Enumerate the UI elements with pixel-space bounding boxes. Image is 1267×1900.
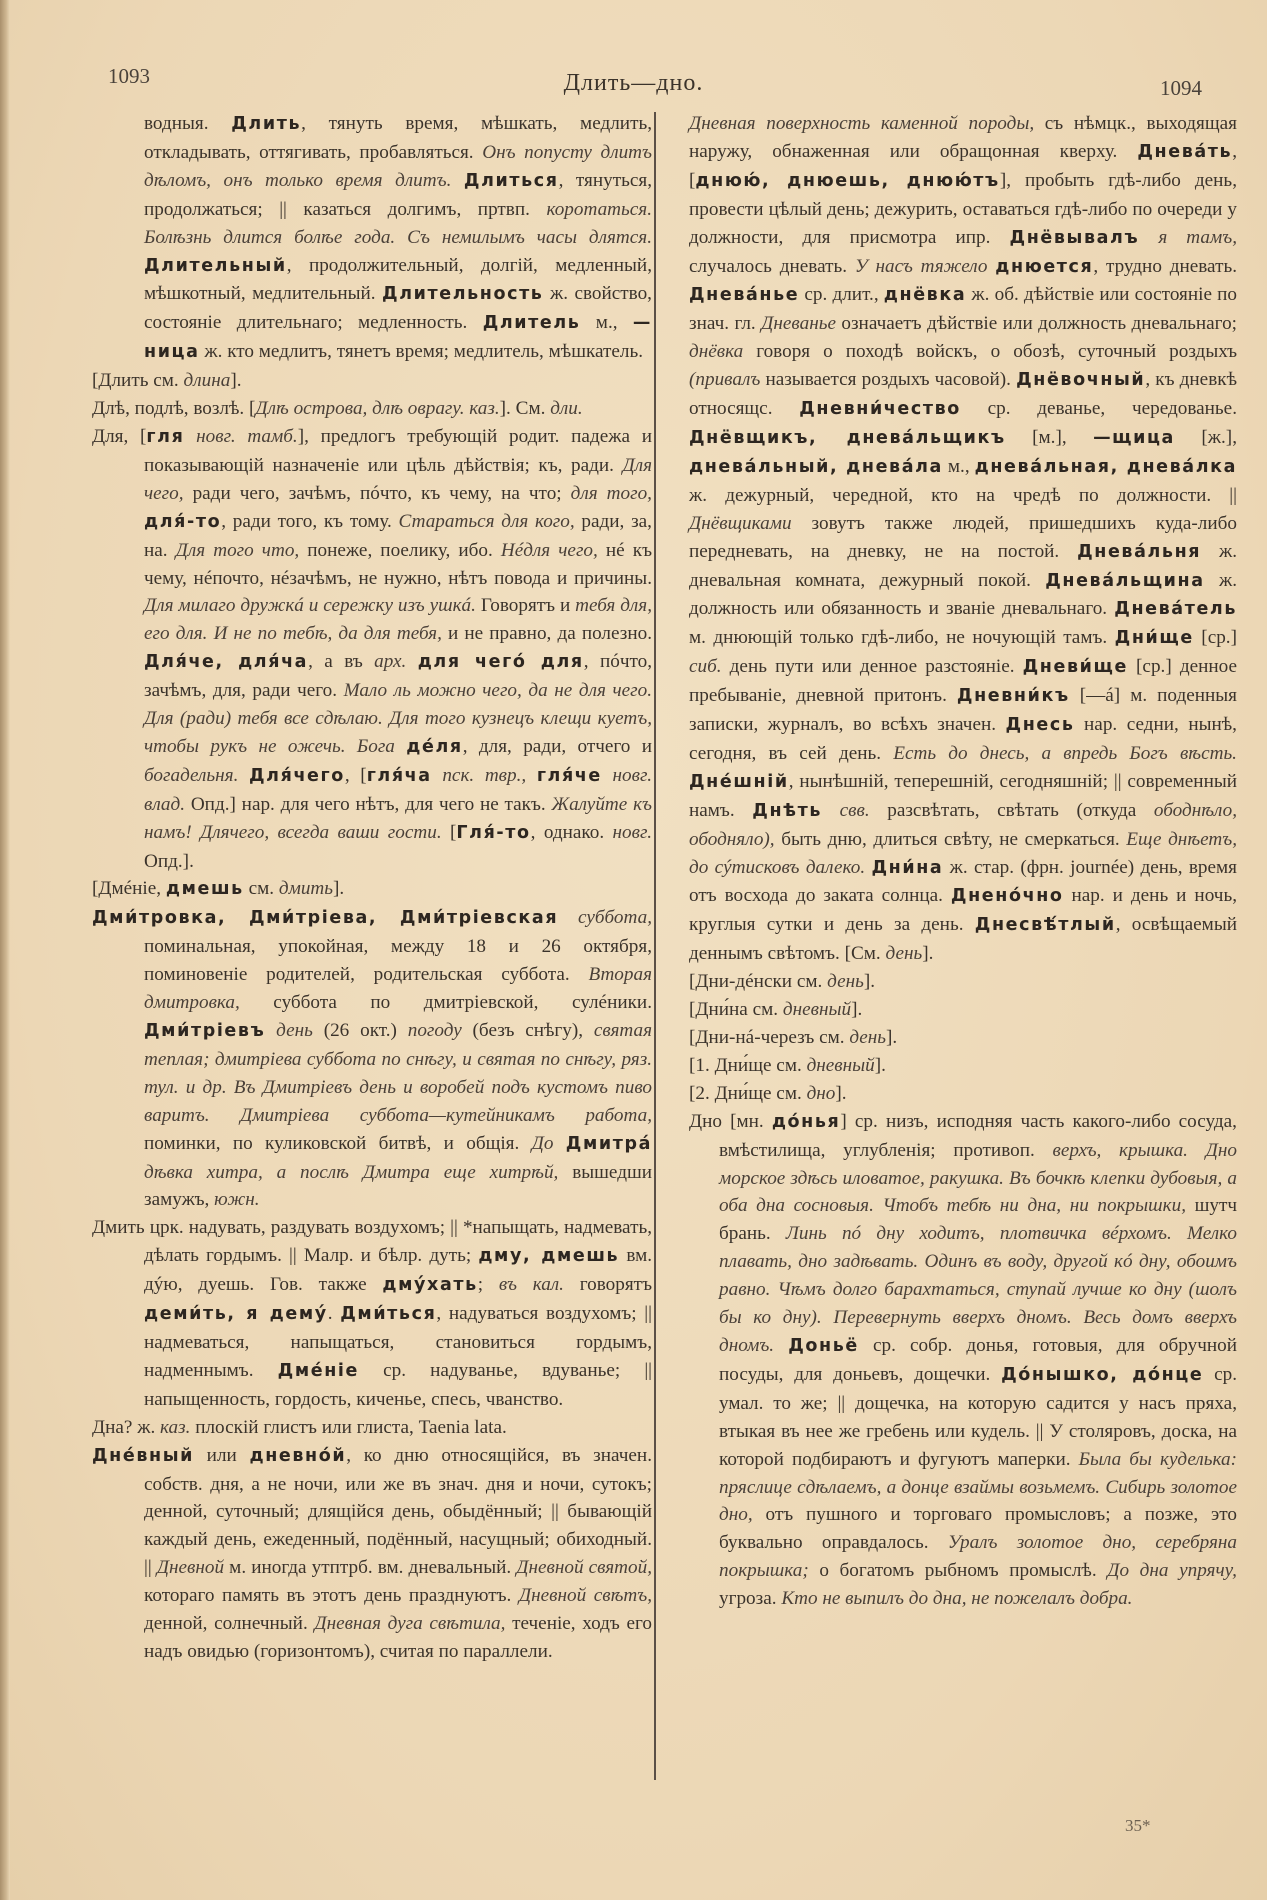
- example-text: длина: [183, 370, 231, 392]
- headword: Днѣть: [752, 800, 823, 821]
- definition-text: , для, ради, отчего и: [462, 735, 653, 757]
- definition-text: отъ пушного и торговаго промысловъ; а позже, это буквально оправдалось.: [719, 1504, 1237, 1554]
- example-text: южн.: [214, 1189, 260, 1211]
- example-text: Есть до днесь, а впредь Богъ вѣсть.: [893, 742, 1237, 764]
- definition-text: Опд.].: [144, 850, 194, 872]
- definition-text: [774, 1335, 788, 1356]
- definition-text: м.,: [942, 455, 975, 477]
- definition-text: ради, за, на.: [144, 510, 652, 561]
- definition-text: Дмить: [92, 1217, 145, 1239]
- example-text: Была бы куделька: пряслице сдѣлаемъ, а донце взаймы возьмемъ. Сибирь золотое дно,: [719, 1448, 1237, 1526]
- headword: дневнóй: [249, 1445, 347, 1466]
- headword: Днёвочный: [1016, 370, 1146, 391]
- example-text: дневный: [782, 999, 852, 1021]
- headword: Днева́тель: [1114, 599, 1237, 620]
- definition-text: [238, 765, 249, 786]
- definition-text: [: [441, 821, 457, 843]
- example-text: Дневной святой,: [516, 1557, 653, 1579]
- headword: Для́че, для́ча: [144, 652, 309, 673]
- dictionary-entry: [92, 904, 652, 1214]
- example-text: тебя для, его для. И не по тебѣ, да для тебя,: [144, 595, 653, 645]
- definition-text: Дно: [689, 1110, 722, 1132]
- example-text: У насъ тяжело: [854, 255, 988, 277]
- definition-text: ради чего, зачѣмъ, пóчто, къ чему, на что;: [183, 482, 571, 504]
- example-text: свв.: [839, 799, 870, 821]
- example-text: дли.: [550, 398, 583, 420]
- definition-text: ], пробыть гдѣ-либо день, провести цѣлый день; дежурить, оставаться гдѣ-либо по очереди у должности, для присмотра ипр.: [689, 169, 1237, 248]
- example-text: ободнѣло, ободняло),: [689, 799, 1237, 850]
- headword: Дóнышко, дóнце: [1001, 1364, 1204, 1385]
- dictionary-entry: [689, 968, 1237, 996]
- dictionary-entry: [92, 110, 652, 367]
- definition-text: , нынѣшній, теперешній, сегодняшній; || современный намъ.: [689, 770, 1237, 821]
- headword: Дневи́ще: [1022, 657, 1128, 678]
- definition-text: .: [327, 1303, 341, 1325]
- example-text: пск. твр.,: [442, 764, 527, 786]
- headword: Днёвывалъ: [1009, 227, 1140, 248]
- definition-text: , трудно дневать.: [1093, 255, 1238, 277]
- example-text: сиб.: [689, 656, 722, 678]
- example-text: До дна упрячу,: [1107, 1560, 1237, 1582]
- headword: Для́чего: [249, 765, 345, 786]
- example-text: Жалуйте къ намъ! Длячего, всегда ваши гости.: [144, 793, 653, 843]
- example-text: день: [276, 1020, 313, 1041]
- headword: гля́че: [536, 765, 602, 786]
- headword: Дни́на: [871, 857, 944, 878]
- example-text: дно: [806, 1082, 836, 1104]
- definition-text: ], предлогъ требующій родит. падежа и показывающій назначеніе или цѣль дѣйствія; къ, ради.: [144, 425, 652, 476]
- dictionary-entry: [92, 1442, 652, 1666]
- definition-text: съ нѣмцк., выходящая наружу, обнаженная или обращонная кверху.: [689, 113, 1238, 162]
- column-divider: [654, 112, 656, 1780]
- definition-text: [Дни́на: [689, 999, 748, 1021]
- headword: дмешь: [165, 879, 244, 900]
- definition-text: , ради того, къ тому.: [221, 510, 399, 532]
- definition-text: црк. надувать, раздувать воздухомъ; || *напыщать, надмевать, дѣлать гордымъ. || Малр. и бѣлр. дуть;: [144, 1217, 652, 1267]
- example-text: Для чего,: [144, 454, 652, 504]
- example-text: въ кал.: [498, 1274, 564, 1296]
- example-text: день: [885, 943, 923, 965]
- headword: Дневни́къ: [956, 686, 1070, 707]
- definition-text: нé къ чему, нéпочто, нéзачѣмъ, не нужно, нѣтъ повода и причины.: [144, 539, 652, 589]
- example-text: погоду: [407, 1020, 462, 1041]
- example-text: Мало ль можно чего, да не для чего. Для (ради) тебя все сдѣлаю. Для того кузнецъ клещи куетъ, чтобы рукъ не ожечь. Бога: [144, 680, 653, 757]
- definition-text: [—á] м. поденныя записки, журналъ, во всѣхъ значен.: [689, 685, 1237, 736]
- dictionary-entry: [92, 423, 652, 876]
- definition-text: ж. свойство, состояніе длительнаго; медленность.: [144, 283, 652, 334]
- headword: Днесвѣ́тлый: [974, 915, 1116, 936]
- definition-text: [822, 800, 840, 821]
- headword: Длить: [231, 114, 302, 134]
- definition-text: ].: [333, 878, 345, 900]
- definition-text: см.: [747, 999, 783, 1021]
- definition-text: , а въ: [308, 651, 375, 673]
- dictionary-entry: [689, 1052, 1237, 1080]
- running-head: [0, 62, 1267, 102]
- definition-text: суббота по дмитріевской, сулéники.: [239, 992, 652, 1014]
- definition-text: день пути или денное разстояніе.: [721, 656, 1023, 678]
- dictionary-entry: [689, 1108, 1237, 1613]
- headword: Дми́тровка, Дми́тріева, Дми́тріевская: [92, 908, 559, 929]
- headword: днюю́, днюешь, днюю́тъ: [695, 170, 1000, 191]
- headword: Длительность: [382, 284, 544, 305]
- example-text: Дневная дуга свѣтила,: [314, 1613, 506, 1635]
- definition-text: , пóчто, зачѣмъ, для, ради чего.: [144, 651, 652, 702]
- definition-text: [1. Дни́ще: [689, 1054, 772, 1076]
- headword: Дми́тріевъ: [144, 1021, 266, 1041]
- example-text: Для милаго дружкá и сережку изъ ушкá.: [144, 595, 476, 617]
- definition-text: Опд.] нар. для чего нѣтъ, для чего не такъ.: [185, 793, 552, 815]
- example-text: дневный: [806, 1054, 875, 1076]
- definition-text: м. днюющій только гдѣ-либо, не ночующій тамъ.: [689, 627, 1115, 649]
- example-text: Дневная поверхность каменной породы,: [689, 113, 1035, 134]
- definition-text: шутч брань.: [719, 1195, 1237, 1245]
- headword: дéля: [406, 736, 463, 757]
- signature-mark: 35*: [1125, 1816, 1151, 1835]
- headword: Длиться: [463, 170, 559, 191]
- headword: дмýхать: [382, 1275, 478, 1296]
- example-text: Днёвщиками: [689, 512, 792, 534]
- definition-text: ж. стар. (фрн. journée) день, время отъ восхода до заката солнца.: [689, 856, 1237, 907]
- headword: Днева́льщина: [1045, 570, 1205, 591]
- definition-text: Длѣ, подлѣ, возлѣ. [: [92, 398, 256, 420]
- definition-text: называется роздыхъ часовой).: [760, 369, 1017, 391]
- definition-text: ср. собр. донья, готовыя, для обручной посуды, для доньевъ, дощечки.: [719, 1334, 1238, 1385]
- definition-text: (безъ снѣгу),: [461, 1020, 594, 1041]
- page-binding-edge: [0, 0, 10, 1900]
- definition-text: м. иногда утптрб. вм. дневальный.: [224, 1557, 517, 1579]
- definition-text: см.: [771, 1054, 807, 1076]
- example-text: каз.: [160, 1416, 191, 1438]
- definition-text: Для, [: [92, 425, 147, 447]
- definition-text: , тянуть время, мѣшкать, медлить, откладывать, оттягивать, пробавляться.: [144, 113, 652, 163]
- headword: Днева́ть: [1137, 141, 1233, 162]
- example-text: Дневной свѣтъ,: [518, 1585, 652, 1607]
- headword: Днéшній: [689, 771, 789, 792]
- dictionary-entry: [92, 875, 652, 904]
- definition-text: , [: [689, 140, 1237, 191]
- example-text: для того,: [570, 482, 652, 504]
- definition-text: ].: [863, 971, 876, 993]
- example-text: Длѣ острова, длѣ оврагу. каз.: [255, 398, 500, 420]
- definition-text: вм. дýю, дуешь. Гов. также: [144, 1245, 653, 1296]
- definition-text: ж. дежурный, чередной, кто на чредѣ по должности. ||: [689, 484, 1237, 506]
- definition-text: ж. об. дѣйствіе или состояніе по знач. гл.: [689, 284, 1237, 335]
- definition-text: поминальная, упокойная, между 18 и 26 октября, поминовеніе родителей, родительская суббота.: [144, 936, 652, 986]
- example-text: дѣвка хитра, а послѣ Дмитра еще хитрѣй,: [144, 1161, 559, 1183]
- definition-text: денной, солнечный.: [144, 1613, 315, 1635]
- definition-text: [395, 736, 406, 757]
- definition-text: означаетъ дѣйствіе или должность дневальнаго;: [835, 313, 1237, 335]
- definition-text: [м.],: [1005, 426, 1094, 448]
- definition-text: [Длить: [92, 370, 149, 392]
- page-number-left: 1093: [108, 64, 150, 88]
- headword: для́-то: [144, 511, 222, 532]
- definition-text: [Дни-нá-черезъ: [689, 1027, 815, 1048]
- definition-text: , продолжительный, долгій, медленный, мѣшкотный, медлительный.: [144, 254, 652, 305]
- definition-text: или: [194, 1444, 250, 1466]
- definition-text: [526, 765, 537, 786]
- definition-text: ср. надуванье, вдуванье; || напыщенность, гордость, киченье, спесь, чванство.: [144, 1359, 653, 1410]
- definition-text: ж. дневальная комната, дежурный покой.: [689, 540, 1237, 591]
- example-text: До: [531, 1132, 554, 1154]
- definition-text: [432, 765, 443, 786]
- definition-text: нар. и день и ночь, круглыя сутки и день за день.: [689, 885, 1237, 936]
- definition-text: [1139, 227, 1158, 248]
- headword: гля́ча: [366, 765, 432, 786]
- example-text: новг. тамб.: [196, 425, 298, 447]
- example-text: Еще днѣетъ, до сýтисковъ далеко.: [689, 828, 1237, 878]
- dictionary-entry: [689, 1024, 1237, 1052]
- example-text: Уралъ золотое дно, серебряна покрышка;: [719, 1532, 1237, 1582]
- definition-text: , освѣщаемый деннымъ свѣтомъ. [См.: [689, 914, 1237, 965]
- definition-text: , ко дню относящійся, въ значен. собств. дня, а не ночи, или же въ знач. дня и ночи, сутокъ; денной, суточный; длящійся день, обыдённый; || бывающій каждый день, ежеденный, подённый, насущный; обиходный. ||: [144, 1444, 652, 1579]
- definition-text: понеже, поелику, ибо.: [299, 539, 501, 561]
- dictionary-entry: [92, 1214, 652, 1413]
- headword: Дневни́чество: [799, 399, 961, 420]
- example-text: днёвка: [689, 341, 744, 363]
- example-text: (привалъ: [689, 369, 761, 391]
- definition-text: и не правно, да полезно.: [441, 623, 652, 645]
- example-text: новг.: [612, 821, 653, 843]
- definition-text: ] ср. низъ, исподняя часть какого-либо сосуда, вмѣстилища, углубленія; противоп.: [719, 1110, 1237, 1161]
- dictionary-entry: [689, 110, 1237, 968]
- definition-text: , тянуться, продолжаться; || казаться долгимъ, пртвп.: [144, 169, 652, 220]
- definition-text: [Дни-дéнски: [689, 971, 793, 993]
- headword: Доньё: [788, 1335, 859, 1356]
- definition-text: см.: [148, 370, 184, 392]
- example-text: суббота,: [577, 907, 652, 929]
- definition-text: Дна?: [92, 1416, 133, 1438]
- example-text: я тамъ,: [1158, 226, 1237, 248]
- definition-text: ].: [230, 370, 242, 392]
- headword: для чегó для: [417, 652, 584, 673]
- example-text: Дневной: [156, 1557, 225, 1579]
- definition-text: водныя.: [144, 113, 232, 134]
- definition-text: ].: [922, 943, 934, 965]
- definition-text: , однако.: [530, 821, 613, 843]
- definition-text: [265, 1020, 276, 1041]
- example-text: арх.: [374, 651, 407, 673]
- definition-text: [602, 765, 613, 786]
- example-text: богадельня.: [144, 764, 239, 786]
- running-head-title: Длить—дно.: [563, 70, 704, 96]
- definition-text: угроза.: [719, 1588, 782, 1610]
- example-text: коротаться. Болѣзнь длится болѣе года. Съ немилымъ часы длятся.: [144, 198, 652, 248]
- definition-text: ср. деванье, чередованье.: [960, 398, 1237, 420]
- definition-text: говорятъ: [563, 1274, 652, 1296]
- headword: днева́льная, днева́лка: [974, 456, 1238, 477]
- example-text: день: [827, 971, 864, 993]
- headword: Днёвщикъ, днева́льщикъ: [689, 427, 1006, 448]
- headword: Днева́нье: [689, 285, 800, 306]
- example-text: Дневанье: [761, 313, 836, 335]
- definition-text: [Дмéніе,: [92, 878, 166, 900]
- definition-text: ].: [886, 1027, 898, 1048]
- headword: дóнья: [771, 1111, 841, 1132]
- headword: деми́ть, я демý: [144, 1304, 328, 1325]
- headword: днюется: [995, 256, 1094, 277]
- right-column: [689, 110, 1237, 1613]
- definition-text: см.: [792, 971, 828, 993]
- definition-text: ж. должность или обязанность и званіе дневальнаго.: [689, 569, 1237, 620]
- definition-text: ].: [835, 1082, 847, 1104]
- definition-text: (26 окт.): [312, 1020, 408, 1041]
- definition-text: ср. умал. то же; || дощечка, на которую садится у насъ пряха, втыкая въ нее же гребень или кудель. || У столяровъ, доска, на которой подбираютъ и фугуютъ маперки.: [719, 1363, 1237, 1470]
- definition-text: поминки, по куликовской битвѣ, и общія.: [144, 1132, 532, 1154]
- headword: —щица: [1093, 427, 1175, 448]
- definition-text: м.,: [580, 312, 633, 334]
- example-text: Онъ попусту длитъ дѣломъ, онъ только время длитъ.: [144, 141, 652, 191]
- definition-text: говоря о походѣ войскъ, о обозѣ, суточный роздыхъ: [743, 341, 1237, 363]
- headword: Дмитрá: [565, 1133, 653, 1154]
- example-text: верхъ, крышка. Дно морское здѣсь иловатое, ракушка. Въ бочкѣ клепки дубовыя, а оба дна сосновыя. Чтобъ тебѣ ни дна, ни покрышки,: [719, 1139, 1237, 1217]
- headword: —ница: [144, 313, 652, 363]
- dictionary-entry: [92, 1414, 652, 1442]
- definition-text: [558, 907, 578, 928]
- example-text: Стараться для кого,: [398, 510, 575, 532]
- left-column: [92, 110, 652, 1666]
- example-text: дмить: [278, 878, 334, 900]
- definition-text: ]. См.: [499, 398, 551, 420]
- headword: днёвка: [883, 285, 967, 306]
- dictionary-entry: [689, 1080, 1237, 1108]
- definition-text: [ср.]: [1193, 627, 1237, 649]
- definition-text: [451, 170, 464, 191]
- headword: Дненóчно: [950, 886, 1064, 907]
- example-text: Нéдля чего,: [500, 539, 598, 561]
- definition-text: плоскій глистъ или глиста, Taenia lata.: [190, 1416, 507, 1438]
- definition-text: см.: [814, 1027, 850, 1048]
- definition-text: теченіе, ходъ его надъ овидью (горизонтомъ), считая по параллели.: [144, 1613, 652, 1662]
- definition-text: о богатомъ рыбномъ промыслѣ.: [808, 1560, 1108, 1582]
- example-text: Вторая дмитровка,: [144, 964, 652, 1014]
- definition-text: [мн.: [721, 1110, 772, 1132]
- example-text: Кто не выпилъ до дна, не пожелалъ добра.: [781, 1588, 1133, 1610]
- dictionary-entry: [92, 395, 652, 423]
- dictionary-entry: [689, 996, 1237, 1024]
- definition-text: ;: [477, 1274, 499, 1296]
- definition-text: ж.: [132, 1416, 161, 1438]
- headword: гля: [146, 426, 185, 447]
- definition-text: ].: [874, 1054, 886, 1076]
- definition-text: случалось дневать.: [689, 255, 855, 277]
- definition-text: , надуваться воздухомъ; || надмеваться, напыщаться, становиться гордымъ, надменнымъ.: [144, 1303, 652, 1381]
- headword: Гля́-то: [456, 822, 531, 843]
- definition-text: [406, 651, 417, 672]
- dictionary-entry: [92, 367, 652, 395]
- example-text: Линь пó дну ходитъ, плотвичка вéрхомъ. Мелко плавать, дно задѣвать. Одинъ въ воду, другой кó дну, обоимъ равно. Чѣмъ долго барахтаться, ступай лучше ко дну (шолъ бы ко дну). Перевернуть вверхъ дномъ. Весь домъ вверхъ дномъ.: [719, 1223, 1237, 1356]
- definition-text: [553, 1133, 565, 1154]
- definition-text: см.: [243, 878, 279, 900]
- example-text: святая теплая; дмитріева суббота по снѣгу, и святая по снѣгу, ряз. тул. и др. Въ Дмитріевъ день и воробей подъ кустомъ пиво варитъ. Дмитріева суббота—кутейникамъ работа,: [144, 1020, 652, 1126]
- definition-text: котораго память въ этотъ день празднуютъ.: [144, 1585, 519, 1607]
- headword: Днесь: [1005, 715, 1075, 736]
- page-number-right: 1094: [1160, 76, 1202, 100]
- example-text: новг. влад.: [144, 764, 652, 815]
- definition-text: разсвѣтать, свѣтать (откуда: [869, 799, 1154, 821]
- definition-text: [2. Дни́ще: [689, 1082, 772, 1104]
- headword: Днéвный: [92, 1445, 194, 1466]
- example-text: Для того что,: [175, 539, 300, 561]
- headword: Дни́ще: [1114, 628, 1194, 649]
- definition-text: , [: [344, 764, 367, 786]
- definition-text: [ж.],: [1174, 426, 1237, 448]
- definition-text: ср. длит.,: [799, 284, 884, 306]
- example-text: день: [849, 1027, 887, 1048]
- definition-text: ж. кто медлитъ, тянетъ время; медлитель, мѣшкатель.: [199, 341, 644, 363]
- headword: дму, дмешь: [478, 1246, 620, 1267]
- headword: Дми́ться: [340, 1304, 437, 1325]
- definition-text: [ср.] денное пребываніе, дневной притонъ.: [689, 656, 1237, 707]
- definition-text: нар. седни, нынѣ, сегодня, въ сей день.: [689, 714, 1237, 764]
- headword: Длительный: [144, 255, 287, 276]
- headword: Длитель: [482, 313, 581, 334]
- definition-text: зовутъ также людей, пришедшихъ куда-либо передневать, на дневку, не на постой.: [689, 512, 1237, 562]
- definition-text: см.: [771, 1082, 807, 1104]
- definition-text: , къ дневкѣ относящс.: [689, 369, 1237, 420]
- definition-text: ].: [851, 999, 863, 1021]
- definition-text: вышедши замужъ,: [144, 1161, 653, 1211]
- definition-text: быть дню, длиться свѣту, не смеркаться.: [774, 828, 1127, 850]
- definition-text: Говорятъ и: [475, 595, 576, 617]
- headword: днева́льный, днева́ла: [689, 456, 943, 477]
- headword: Дмéніе: [277, 1360, 359, 1381]
- definition-text: [184, 426, 196, 447]
- headword: Днева́льня: [1077, 541, 1202, 562]
